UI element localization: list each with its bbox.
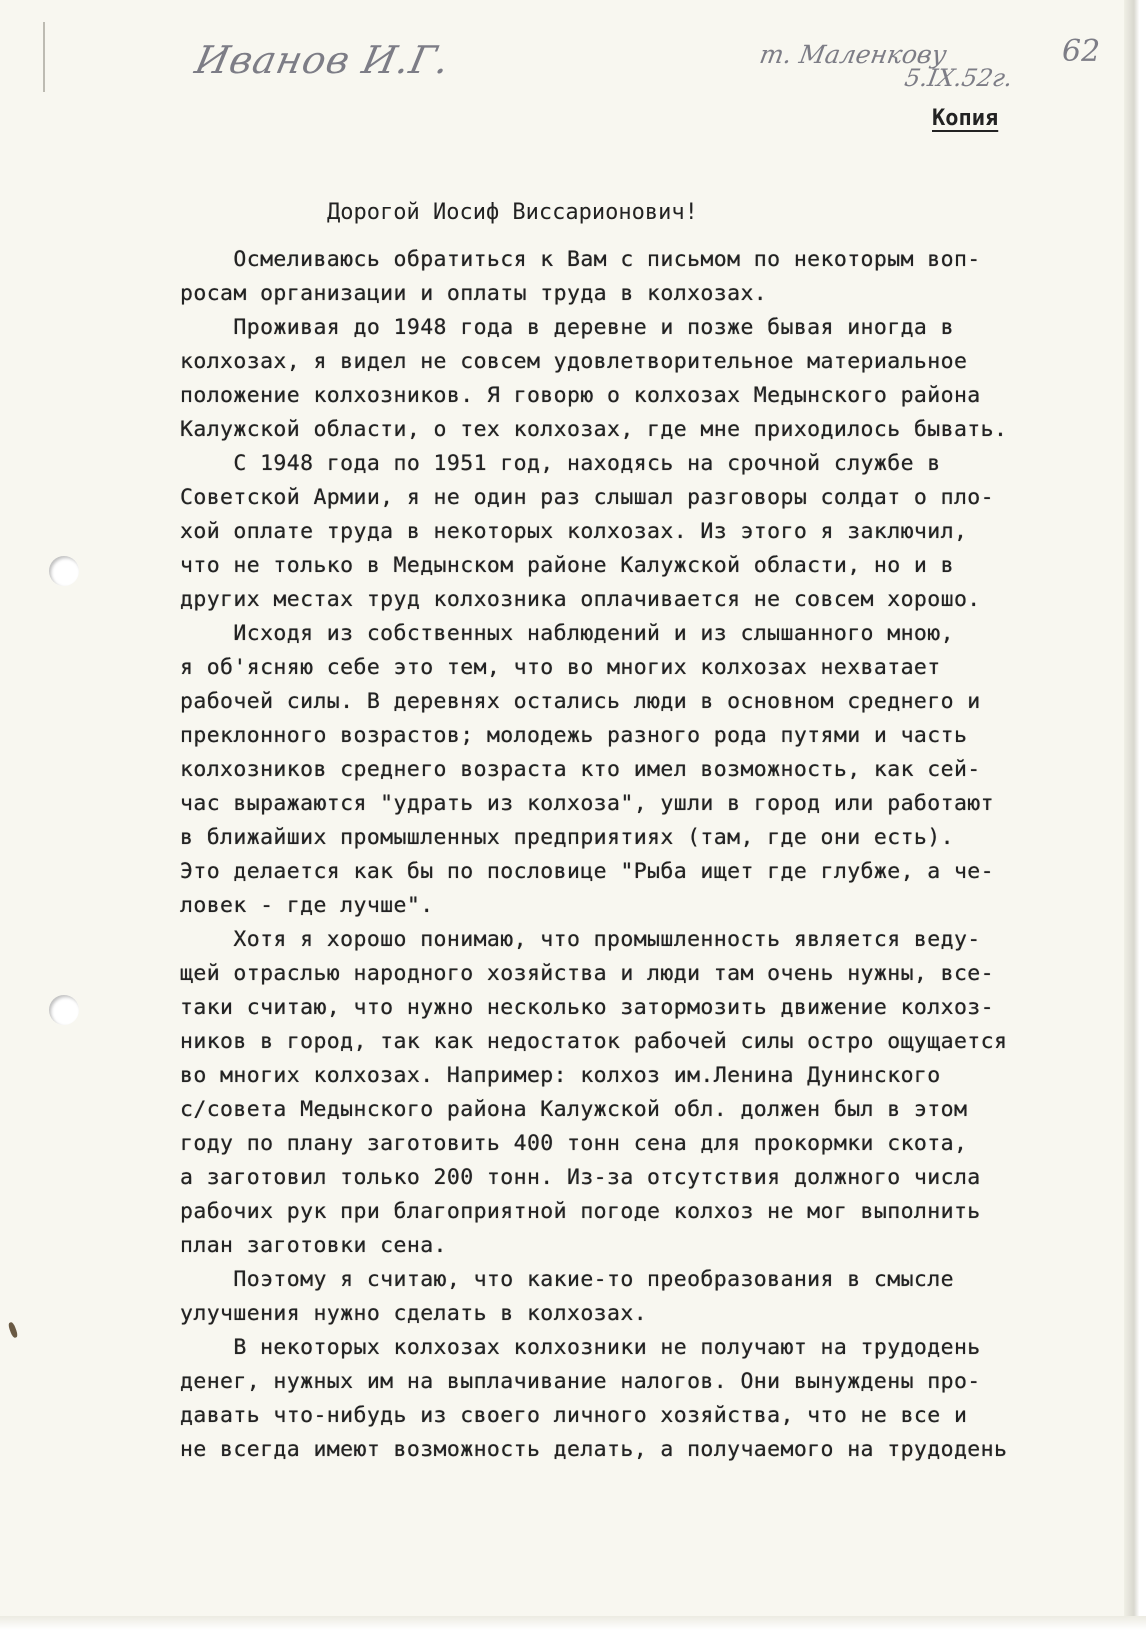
text-line: я об'ясняю себе это тем, что во многих колхозах нехватает <box>180 655 941 680</box>
page-edge-shadow <box>1124 0 1146 1630</box>
text-line: росам организации и оплаты труда в колхозах. <box>180 281 768 306</box>
handwritten-addressee: т. Маленкову <box>757 40 949 69</box>
text-line: Это делается как бы по пословице "Рыба ищет где глубже, а че- <box>180 859 994 884</box>
text-line: Поэтому я считаю, что какие-то преобразования в смысле <box>180 1267 954 1292</box>
text-line: денег, нужных им на выплачивание налогов. Они вынуждены про- <box>180 1369 981 1394</box>
text-line: С 1948 года по 1951 год, находясь на срочной службе в <box>180 451 941 476</box>
text-line: Осмеливаюсь обратиться к Вам с письмом по некоторым воп- <box>180 247 981 272</box>
letter-body <box>180 243 1110 1467</box>
handwritten-date: 5.IX.52г. <box>902 64 1015 92</box>
text-line: хой оплате труда в некоторых колхозах. Из этого я заключил, <box>180 519 968 544</box>
text-line: не всегда имеют возможность делать, а получаемого на трудодень <box>180 1437 1008 1462</box>
text-line: Советской Армии, я не один раз слышал разговоры солдат о пло- <box>180 485 994 510</box>
text-line: других местах труд колхозника оплачивается не совсем хорошо. <box>180 587 981 612</box>
text-line: ловек - где лучше". <box>180 893 434 918</box>
punch-hole-top <box>49 556 79 586</box>
handwritten-name: Иванов И.Г. <box>191 38 455 82</box>
text-line: ников в город, так как недостаток рабочей силы остро ощущается <box>180 1029 1008 1054</box>
text-line: час выражаются "удрать из колхоза", ушли в город или работают <box>180 791 994 816</box>
text-line: Хотя я хорошо понимаю, что промышленность является веду- <box>180 927 981 952</box>
text-line: в ближайших промышленных предприятиях (там, где они есть). <box>180 825 954 850</box>
margin-crease <box>43 22 45 92</box>
text-line: что не только в Медынском районе Калужской области, но и в <box>180 553 954 578</box>
copy-label: Копия <box>932 106 999 131</box>
text-line: улучшения нужно сделать в колхозах. <box>180 1301 648 1326</box>
text-line: а заготовил только 200 тонн. Из-за отсутствия должного числа <box>180 1165 981 1190</box>
page-number: 62 <box>1062 34 1101 69</box>
text-line: давать что-нибудь из своего личного хозяйства, что не все и <box>180 1403 968 1428</box>
text-line: Калужской области, о тех колхозах, где мне приходилось бывать. <box>180 417 1008 442</box>
salutation: Дорогой Иосиф Виссарионович! <box>327 200 698 225</box>
text-line: В некоторых колхозах колхозники не получают на трудодень <box>180 1335 981 1360</box>
text-line: во многих колхозах. Например: колхоз им.Ленина Дунинского <box>180 1063 941 1088</box>
text-line: Проживая до 1948 года в деревне и позже бывая иногда в <box>180 315 954 340</box>
text-line: рабочих рук при благоприятной погоде колхоз не мог выполнить <box>180 1199 981 1224</box>
text-line: Исходя из собственных наблюдений и из слышанного мною, <box>180 621 954 646</box>
page-bottom-edge <box>0 1616 1146 1630</box>
punch-hole-bottom <box>49 995 79 1025</box>
text-line: таки считаю, что нужно несколько затормозить движение колхоз- <box>180 995 994 1020</box>
text-line: колхозников среднего возраста кто имел возможность, как сей- <box>180 757 981 782</box>
text-line: преклонного возрастов; молодежь разного рода путями и часть <box>180 723 968 748</box>
text-line: положение колхозников. Я говорю о колхозах Медынского района <box>180 383 981 408</box>
text-line: рабочей силы. В деревнях остались люди в основном среднего и <box>180 689 981 714</box>
text-line: колхозах, я видел не совсем удовлетворительное материальное <box>180 349 968 374</box>
paper-speck <box>7 1321 18 1338</box>
text-line: щей отраслью народного хозяйства и люди там очень нужны, все- <box>180 961 994 986</box>
text-line: с/совета Медынского района Калужской обл. должен был в этом <box>180 1097 968 1122</box>
text-line: году по плану заготовить 400 тонн сена для прокормки скота, <box>180 1131 968 1156</box>
text-line: план заготовки сена. <box>180 1233 447 1258</box>
